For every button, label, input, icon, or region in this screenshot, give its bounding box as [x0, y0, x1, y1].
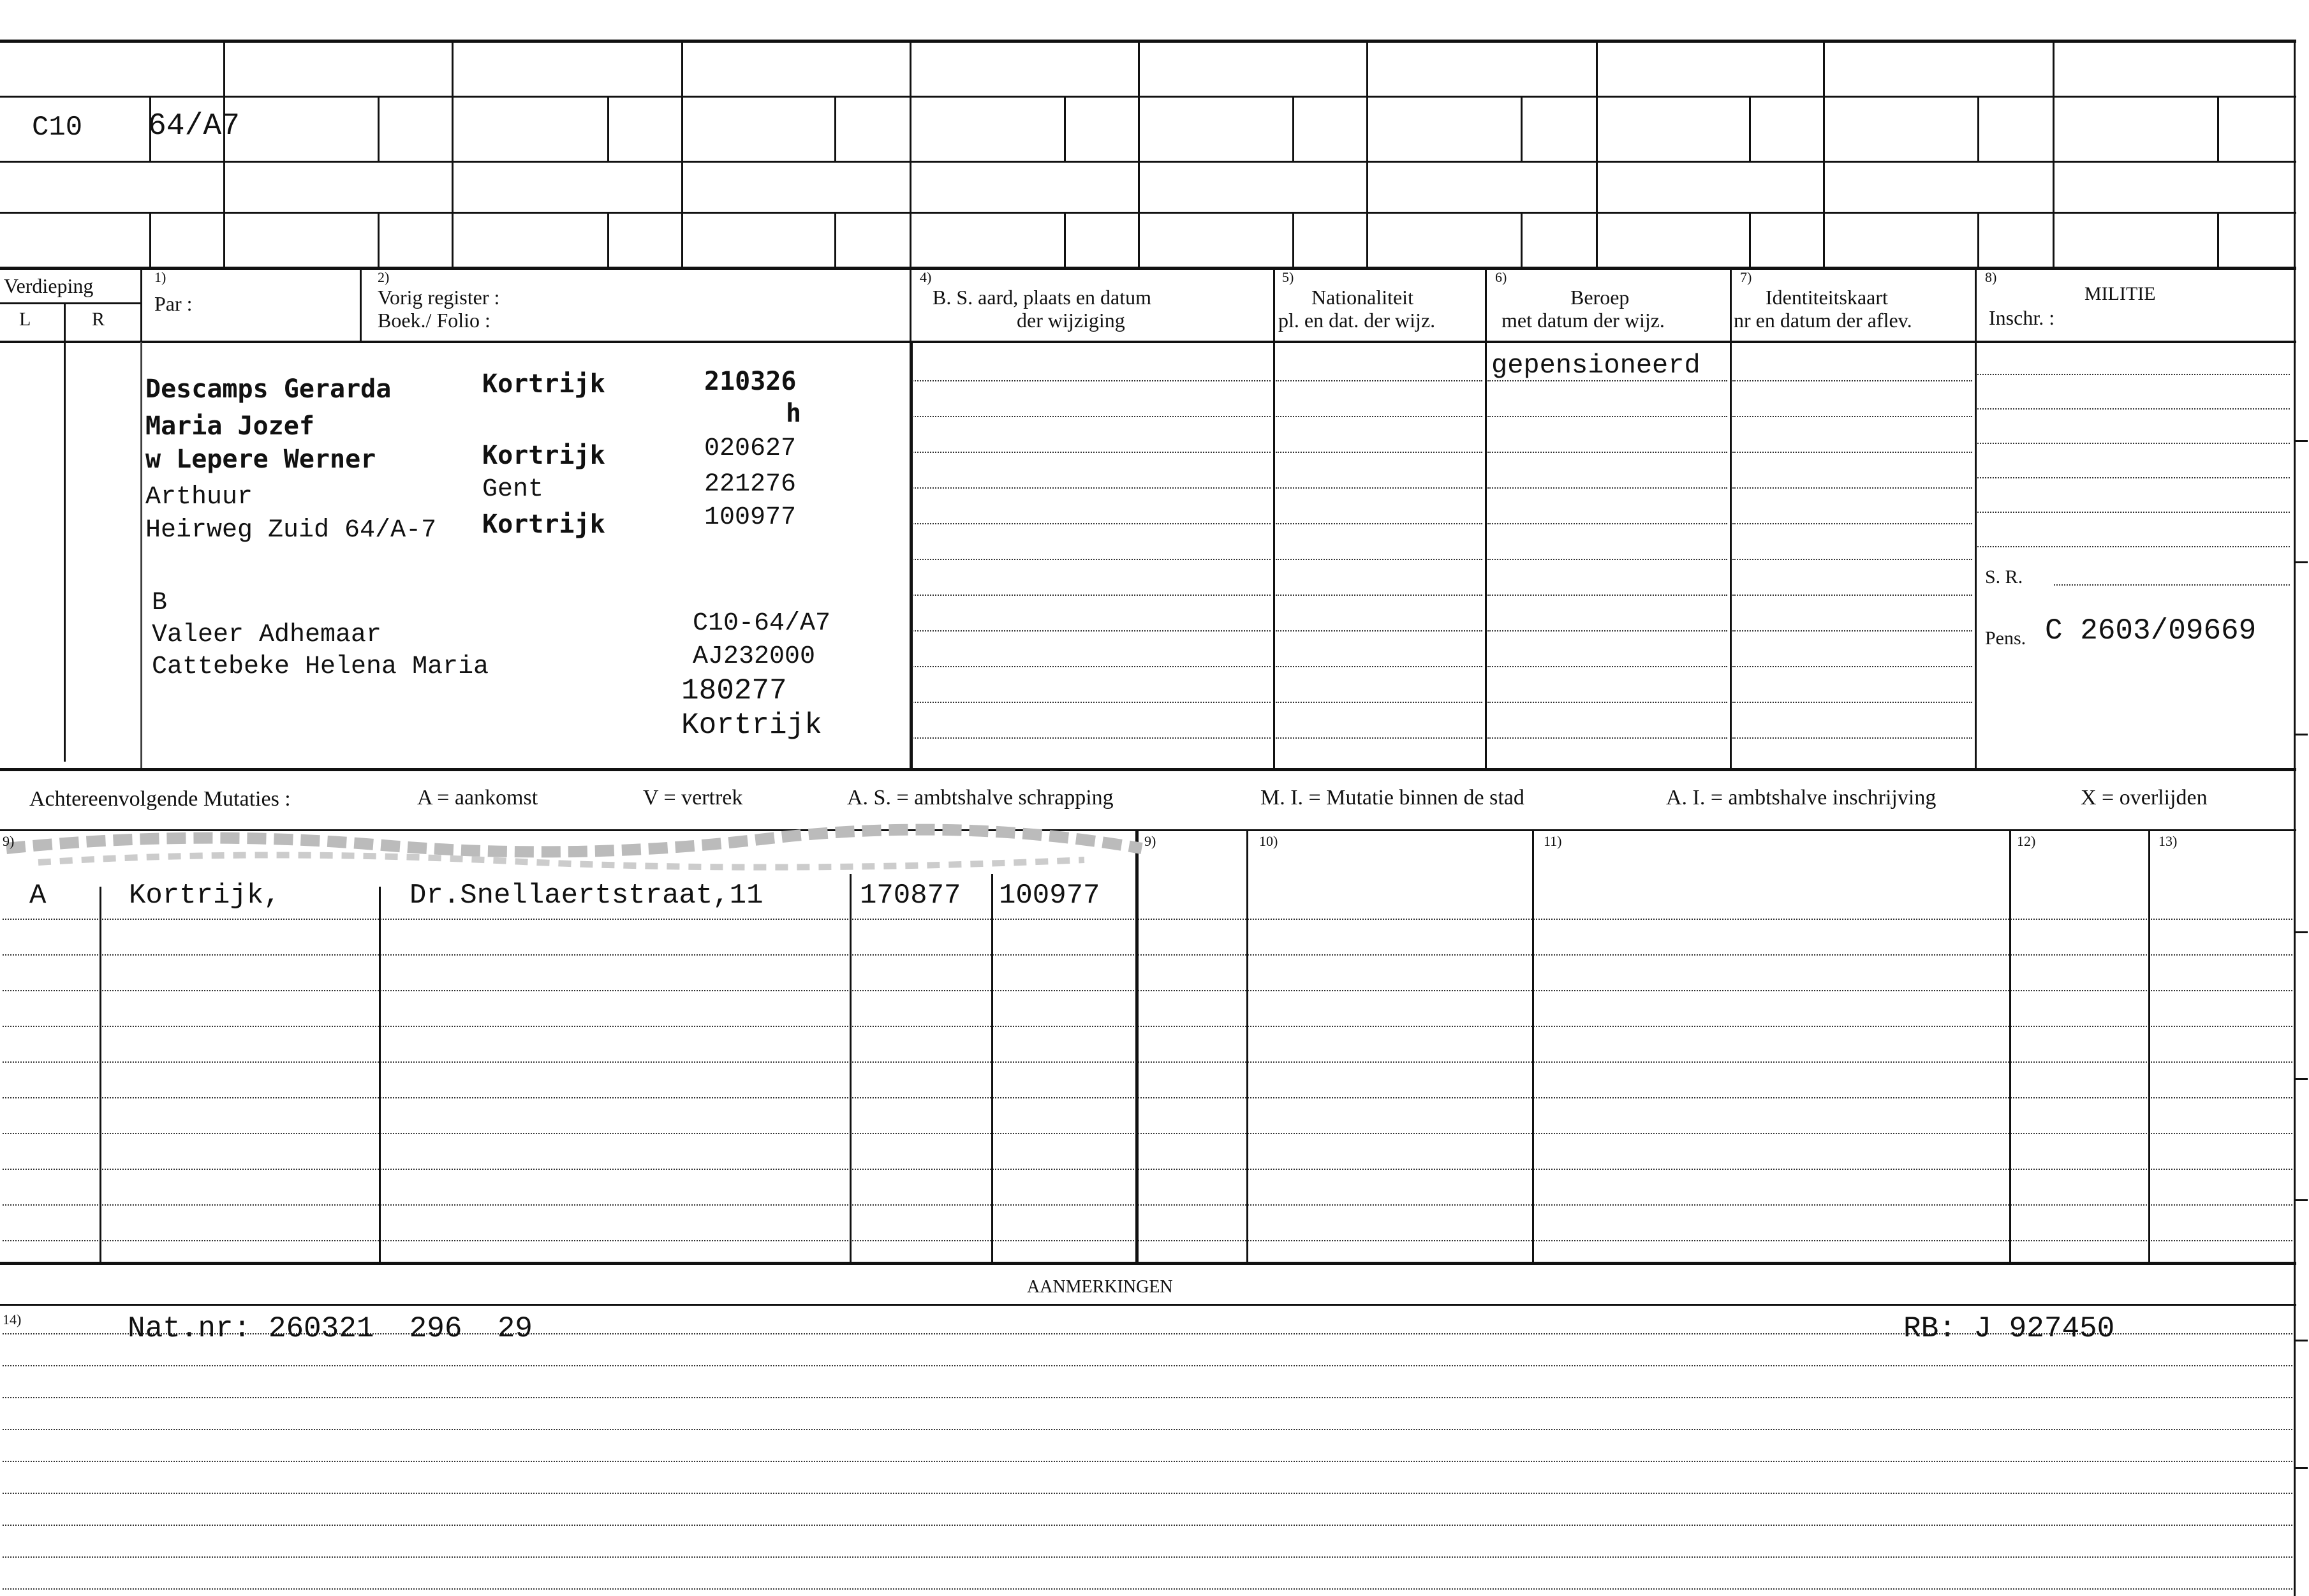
edge-tick: [2295, 1199, 2308, 1201]
ruled-line: [1487, 523, 1727, 524]
ruled-line: [912, 559, 1271, 560]
remarks-title: AANMERKINGEN: [1027, 1277, 1173, 1297]
mut-col-divider: [2009, 829, 2011, 1262]
mutations-bottom-line: [0, 1262, 2296, 1265]
person-line1-date: 210326: [704, 367, 797, 396]
ruled-line: [1276, 737, 1482, 739]
parent2-place: Kortrijk: [681, 709, 822, 742]
grid-divider: [1138, 40, 1140, 267]
mut-col10-number: 10): [1259, 833, 1278, 849]
ruled-line: [1732, 595, 1972, 596]
col1-label: Par :: [154, 292, 193, 315]
ruled-line: [1276, 559, 1482, 560]
col7-label-1: Identiteitskaart: [1766, 286, 1888, 309]
grid-line: [0, 96, 2296, 98]
ruled-line: [1276, 595, 1482, 596]
col7-number: 7): [1740, 269, 1752, 285]
person-line2-name: Maria Jozef: [145, 411, 314, 441]
ruled-line: [1276, 452, 1482, 453]
ruled-line: [1732, 702, 1972, 703]
person-line4-name: Arthuur: [145, 483, 253, 512]
ruled-line: [3, 1097, 2292, 1098]
ruled-line: [1276, 416, 1482, 417]
header-divider: [0, 302, 140, 304]
grid-subdivider: [1064, 212, 1066, 267]
col6-number: 6): [1495, 269, 1507, 285]
grid-divider: [1596, 40, 1598, 267]
militie-label: MILITIE: [2084, 283, 2156, 304]
ruled-line: [1276, 523, 1482, 524]
mut-col9-number: 9): [1144, 833, 1156, 849]
legend-overlijden: X = overlijden: [2081, 786, 2208, 809]
grid-subdivider: [1292, 96, 1294, 161]
ruled-line: [912, 452, 1271, 453]
person-line5-place: Kortrijk: [482, 510, 605, 539]
ruled-line: [1732, 559, 1972, 560]
parent1-name: Valeer Adhemaar: [152, 621, 382, 649]
mut-col11-number: 11): [1544, 833, 1562, 849]
ruled-line: [3, 1240, 2292, 1241]
person-line5-address: Heirweg Zuid 64/A-7: [145, 516, 437, 545]
mut-col-divider: [2148, 829, 2150, 1262]
person-line3-place: Kortrijk: [482, 441, 605, 470]
grid-subdivider: [149, 212, 151, 267]
l-label: L: [19, 309, 31, 330]
person-line1-place: Kortrijk: [482, 369, 605, 399]
ruled-line: [912, 523, 1271, 524]
grid-subdivider: [1977, 96, 1979, 161]
col-divider: [360, 267, 362, 341]
grid-subdivider: [2217, 212, 2219, 267]
ruled-line: [3, 1397, 2292, 1398]
ruled-line: [912, 487, 1271, 489]
rb-number: RB: J 927450: [1903, 1312, 2115, 1345]
ruled-line: [912, 630, 1271, 632]
grid-divider: [1823, 40, 1825, 267]
ruled-line: [1276, 487, 1482, 489]
mutation-date-2: 100977: [999, 880, 1100, 912]
edge-tick: [2295, 734, 2308, 735]
person-line1-name: Descamps Gerarda: [145, 374, 392, 404]
parent2-date: 180277: [681, 674, 787, 707]
top-border: [0, 40, 2296, 43]
ruled-line: [3, 919, 2292, 920]
grid-divider: [452, 40, 454, 267]
ruled-line: [3, 1525, 2292, 1526]
person-line4-date: 221276: [704, 470, 797, 499]
parent1-ref: C10-64/A7: [693, 609, 831, 638]
ruled-line: [912, 416, 1271, 417]
mut-col-divider: [850, 874, 852, 1262]
col4-number: 4): [920, 269, 932, 285]
ruled-line: [3, 1061, 2292, 1063]
col6-label-2: met datum der wijz.: [1501, 309, 1665, 332]
col8-number: 8): [1985, 269, 1997, 285]
legend-vertrek: V = vertrek: [643, 786, 743, 809]
col5-label-2: pl. en dat. der wijz.: [1278, 309, 1436, 332]
grid-line: [0, 161, 2296, 163]
grid-subdivider: [378, 212, 380, 267]
ruled-line: [1732, 380, 1972, 381]
remarks-title-line: [0, 1304, 2296, 1306]
parent2-ref: AJ232000: [693, 642, 816, 671]
mutation-type: A: [29, 880, 47, 912]
col7-label-2: nr en datum der aflev.: [1734, 309, 1912, 332]
mut-col9a-number: 9): [3, 833, 15, 849]
mut-col13-number: 13): [2158, 833, 2178, 849]
ruled-line: [1487, 702, 1727, 703]
grid-divider: [223, 40, 225, 267]
ruled-line: [1487, 416, 1727, 417]
parents-label: B: [152, 589, 168, 617]
ruled-line: [1977, 477, 2290, 478]
person-line5-date: 100977: [704, 503, 797, 532]
person-line1b: h: [786, 399, 802, 428]
ruled-line: [912, 666, 1271, 667]
grid-subdivider: [2217, 96, 2219, 161]
grid-subdivider: [1521, 96, 1523, 161]
ruled-line: [3, 1133, 2292, 1134]
verdieping-label: Verdieping: [4, 274, 94, 297]
col4-label-1: B. S. aard, plaats en datum: [933, 286, 1152, 309]
ruled-line: [3, 1588, 2292, 1590]
ruled-line: [1732, 487, 1972, 489]
ruled-line: [1977, 546, 2290, 547]
mut-col-divider: [100, 887, 101, 1262]
grid-divider: [2053, 40, 2054, 267]
sr-line: [2054, 584, 2290, 586]
legend-title: Achtereenvolgende Mutaties :: [29, 787, 291, 811]
ruled-line: [1732, 666, 1972, 667]
ruled-line: [1487, 595, 1727, 596]
ruled-line: [1977, 512, 2290, 513]
grid-subdivider: [607, 96, 609, 161]
col5-number: 5): [1282, 269, 1294, 285]
ruled-line: [1487, 452, 1727, 453]
col-divider: [1730, 267, 1732, 768]
grid-subdivider: [1977, 212, 1979, 267]
col2-label-1: Vorig register :: [378, 286, 500, 309]
edge-tick: [2295, 561, 2308, 563]
sr-label: S. R.: [1985, 566, 2023, 587]
ruled-line: [912, 380, 1271, 381]
remarks-number: 14): [3, 1312, 22, 1327]
ruled-line: [3, 1556, 2292, 1558]
mut-col12-number: 12): [2017, 833, 2036, 849]
grid-subdivider: [834, 212, 836, 267]
inschr-label: Inschr. :: [1989, 306, 2055, 329]
ruled-line: [1487, 630, 1727, 632]
mut-col-divider: [1246, 829, 1248, 1262]
ruled-line: [912, 702, 1271, 703]
edge-tick: [2295, 1078, 2308, 1080]
col-divider: [64, 302, 66, 762]
legend-schrapping: A. S. = ambtshalve schrapping: [847, 786, 1114, 809]
person-line3-name: w Lepere Werner: [145, 445, 376, 474]
ruled-line: [1487, 737, 1727, 739]
ruled-line: [1276, 702, 1482, 703]
col4-label-2: der wijziging: [1017, 309, 1125, 332]
legend-inschrijving: A. I. = ambtshalve inschrijving: [1666, 786, 1936, 809]
col5-label-1: Nationaliteit: [1311, 286, 1413, 309]
ruled-line: [3, 1169, 2292, 1170]
ruled-line: [3, 1461, 2292, 1462]
ruled-line: [3, 1204, 2292, 1206]
ruled-line: [1276, 630, 1482, 632]
ruled-line: [912, 737, 1271, 739]
person-line3-date: 020627: [704, 434, 797, 463]
edge-tick: [2295, 1467, 2308, 1469]
ruled-line: [1977, 408, 2290, 410]
ruled-line: [3, 990, 2292, 991]
col-divider: [1975, 267, 1977, 768]
ruled-line: [1732, 416, 1972, 417]
grid-subdivider: [607, 212, 609, 267]
grid-subdivider: [1749, 96, 1751, 161]
edge-tick: [2295, 1340, 2308, 1341]
edge-tick: [2295, 931, 2308, 933]
col2-label-2: Boek./ Folio :: [378, 309, 491, 332]
ruled-line: [1276, 380, 1482, 381]
grid-divider: [2294, 40, 2296, 1596]
col6-label-1: Beroep: [1570, 286, 1630, 309]
col2-number: 2): [378, 269, 390, 285]
col-divider: [1273, 267, 1275, 768]
parent2-name: Cattebeke Helena Maria: [152, 653, 489, 681]
ruled-line: [1487, 559, 1727, 560]
ruled-line: [1732, 523, 1972, 524]
beroep-value: gepensioneerd: [1491, 350, 1700, 381]
col1-number: 1): [154, 269, 166, 285]
grid-subdivider: [1749, 212, 1751, 267]
grid-line: [0, 212, 2296, 214]
legend-top-line: [0, 768, 2296, 771]
grid-subdivider: [378, 96, 380, 161]
ruled-line: [3, 1429, 2292, 1430]
ruled-line: [1977, 443, 2290, 444]
ruled-line: [1487, 487, 1727, 489]
legend-mutatie: M. I. = Mutatie binnen de stad: [1260, 786, 1524, 809]
pens-label: Pens.: [1985, 628, 2026, 649]
ruled-line: [3, 954, 2292, 956]
edge-tick: [2295, 440, 2308, 442]
ruled-line: [3, 1365, 2292, 1366]
grid-subdivider: [1521, 212, 1523, 267]
mut-col-divider: [1532, 829, 1534, 1262]
grid-divider: [1366, 40, 1368, 267]
grid-line: [0, 267, 2296, 270]
ruled-line: [1487, 666, 1727, 667]
redacted-smudge: [0, 823, 1148, 887]
mutation-city: Kortrijk,: [129, 880, 281, 912]
grid-subdivider: [1292, 212, 1294, 267]
grid-subdivider: [834, 96, 836, 161]
ruled-line: [1732, 737, 1972, 739]
legend-aankomst: A = aankomst: [417, 786, 538, 809]
person-line4-place: Gent: [482, 475, 544, 504]
grid-divider: [681, 40, 683, 267]
grid-divider: [910, 40, 911, 267]
col-divider: [1485, 267, 1487, 768]
ruled-line: [1977, 374, 2290, 375]
mut-col-divider: [991, 874, 993, 1262]
ruled-line: [3, 1493, 2292, 1494]
ruled-line: [1276, 666, 1482, 667]
address-number: 64/A7: [148, 109, 240, 144]
ruled-line: [1732, 452, 1972, 453]
r-label: R: [92, 309, 105, 330]
grid-subdivider: [1064, 96, 1066, 161]
card-code: C10: [32, 112, 83, 144]
mutation-street: Dr.Snellaertstraat,11: [409, 880, 764, 912]
mut-col-divider: [379, 887, 381, 1262]
mut-col-divider: [1135, 829, 1139, 1262]
ruled-line: [912, 595, 1271, 596]
pens-value: C 2603/09669: [2045, 614, 2257, 647]
ruled-line: [3, 1026, 2292, 1027]
mutation-date-1: 170877: [860, 880, 961, 912]
national-number: Nat.nr: 260321 296 29: [128, 1312, 533, 1345]
ruled-line: [1732, 630, 1972, 632]
